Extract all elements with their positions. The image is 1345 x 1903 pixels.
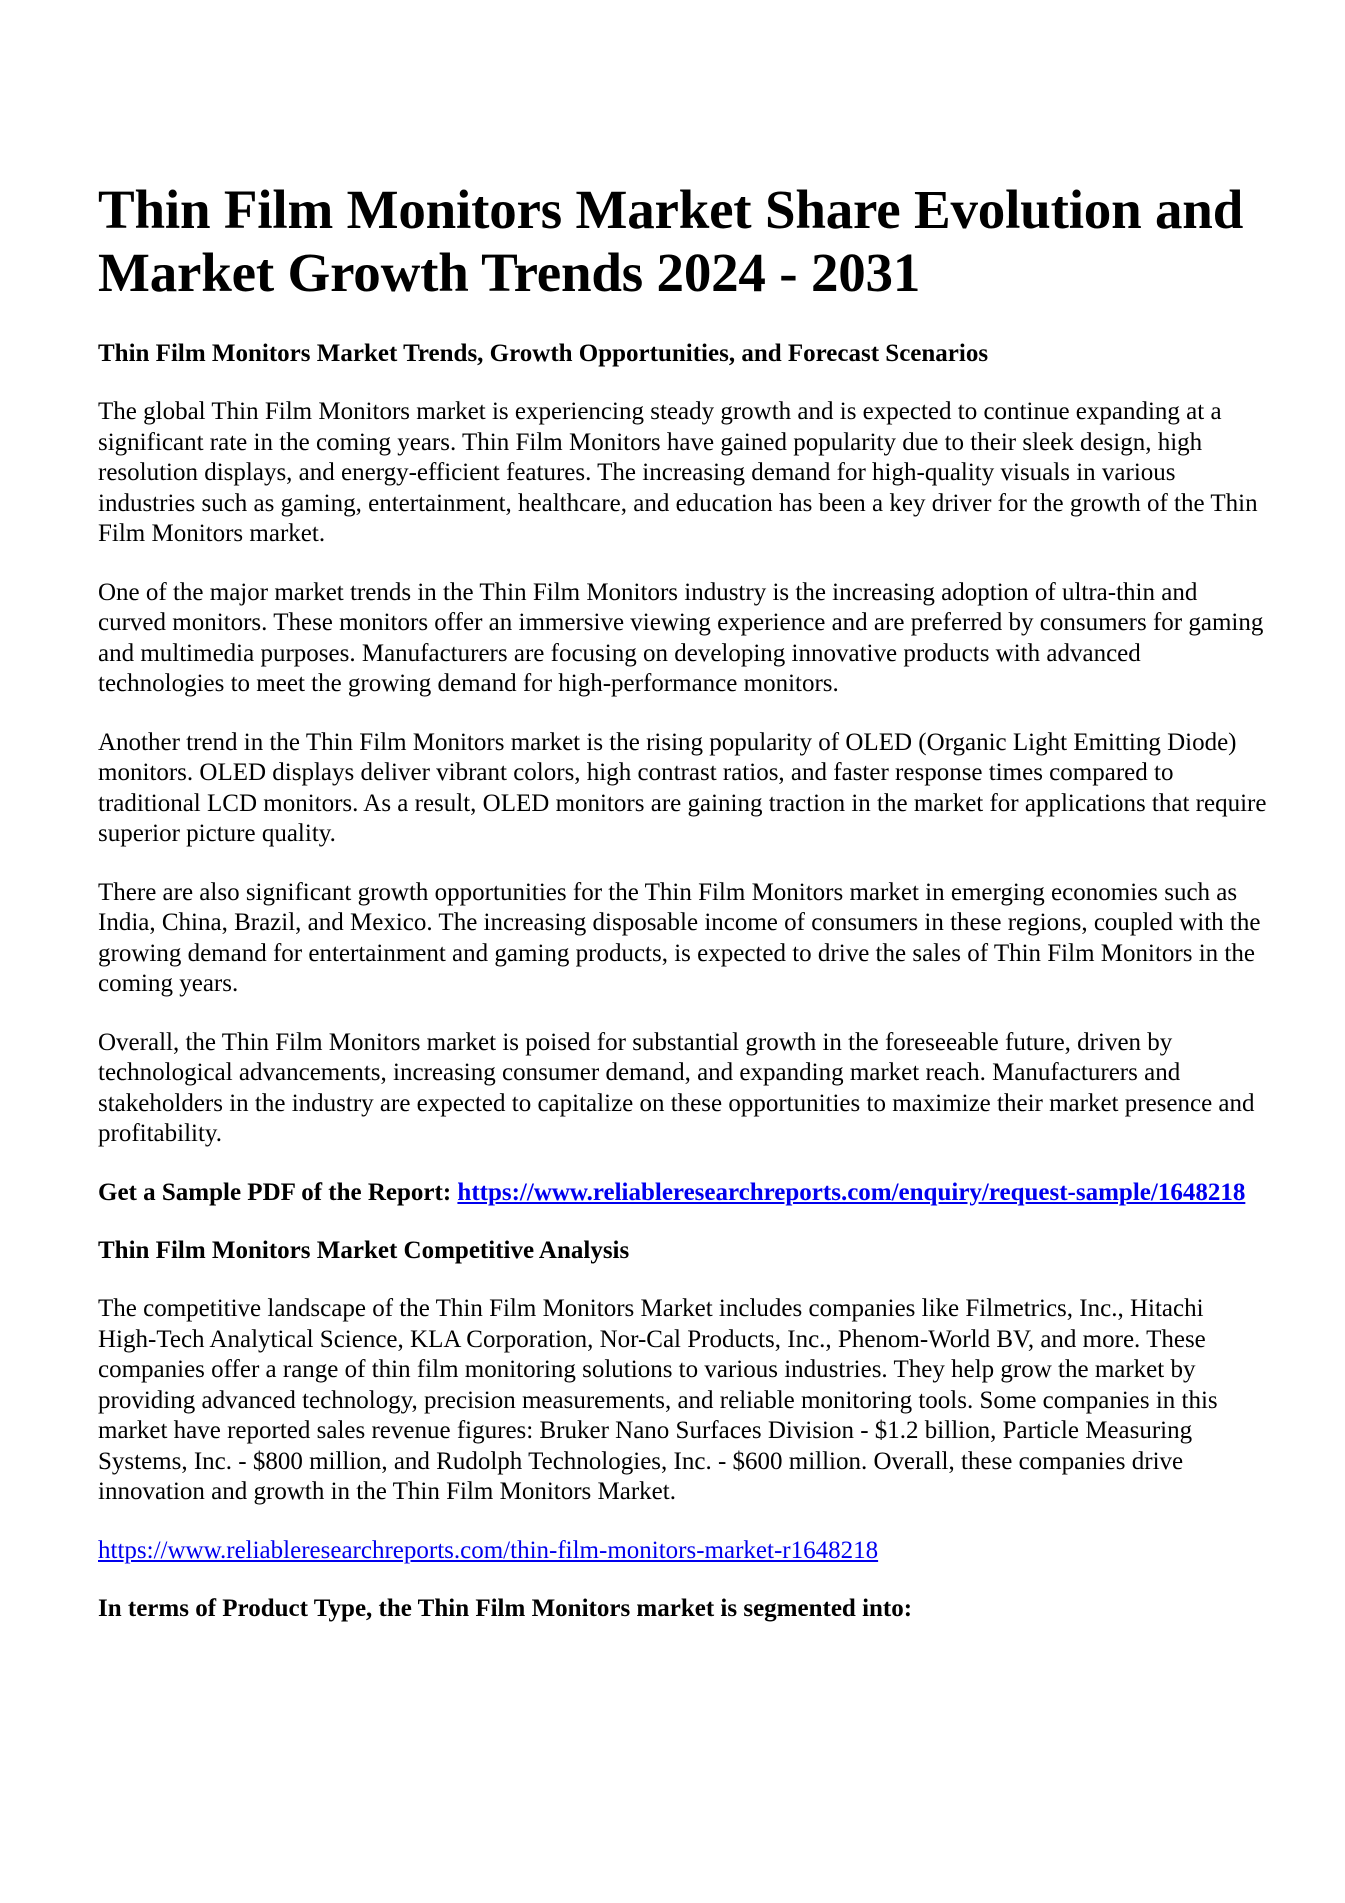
page-title: Thin Film Monitors Market Share Evolution and Market Growth Trends 2024 - 2031	[98, 179, 1244, 303]
paragraph-trend-ultra-thin: One of the major market trends in the Thin Film Monitors industry is the increasing adoption of ultra-thin and curved monitors. These monitors offer an immersive viewing experience and are preferred by consumers for gaming and multimedia purposes. Manufacturers are focusing on developing innovative products with advanced technologies to meet the growing demand for high-performance monitors.	[98, 578, 1264, 697]
paragraph-emerging-economies: There are also significant growth opportunities for the Thin Film Monitors market in emerging economies such as India, China, Brazil, and Mexico. The increasing disposable income of consumers in these regions, coupled with the growing demand for entertainment and gaming products, is expected to drive the sales of Thin Film Monitors in the coming years.	[98, 878, 1261, 997]
document-page	[98, 178, 1268, 1652]
competitive-analysis-heading: Thin Film Monitors Market Competitive Analysis	[98, 1237, 630, 1264]
paragraph-overall: Overall, the Thin Film Monitors market is poised for substantial growth in the foreseeable future, driven by technological advancements, increasing consumer demand, and expanding market reach. Manufacturers and stakeholders in the industry are expected to capitalize on these opportunities to maximize their market presence and profitability.	[98, 1028, 1255, 1147]
report-link-line	[98, 1536, 1268, 1567]
section-subtitle: Thin Film Monitors Market Trends, Growth Opportunities, and Forecast Scenarios	[98, 340, 989, 367]
paragraph-competitive-landscape: The competitive landscape of the Thin Film Monitors Market includes companies like Filmetrics, Inc., Hitachi High-Tech Analytical Science, KLA Corporation, Nor-Cal Products, Inc., Phenom-World BV, and more. These companies offer a range of thin film monitoring solutions to various industries. They help grow the market by providing advanced technology, precision measurements, and reliable monitoring tools. Some companies in this market have reported sales revenue figures: Bruker Nano Surfaces Division - $1.2 billion, Particle Measuring Systems, Inc. - $800 million, and Rudolph Technologies, Inc. - $600 million. Overall, these companies drive innovation and growth in the Thin Film Monitors Market.	[98, 1295, 1218, 1505]
product-type-heading: In terms of Product Type, the Thin Film Monitors market is segmented into:	[98, 1595, 913, 1622]
paragraph-trend-oled: Another trend in the Thin Film Monitors market is the rising popularity of OLED (Organic Light Emitting Diode) monitors. OLED displays deliver vibrant colors, high contrast ratios, and faster response times compared to traditional LCD monitors. As a result, OLED monitors are gaining traction in the market for applications that require superior picture quality.	[98, 728, 1267, 847]
sample-pdf-label: Get a Sample PDF of the Report:	[98, 1178, 458, 1206]
report-link[interactable]: https://www.reliableresearchreports.com/thin-film-monitors-market-r1648218	[98, 1536, 879, 1564]
paragraph-overview: The global Thin Film Monitors market is experiencing steady growth and is expected to continue expanding at a significant rate in the coming years. Thin Film Monitors have gained popularity due to their sleek design, high resolution displays, and energy-efficient features. The increasing demand for high-quality visuals in various industries such as gaming, entertainment, healthcare, and education has been a key driver for the growth of the Thin Film Monitors market.	[98, 398, 1258, 547]
sample-pdf-line	[98, 1178, 1268, 1209]
sample-pdf-link[interactable]: https://www.reliableresearchreports.com/enquiry/request-sample/1648218	[457, 1178, 1246, 1206]
